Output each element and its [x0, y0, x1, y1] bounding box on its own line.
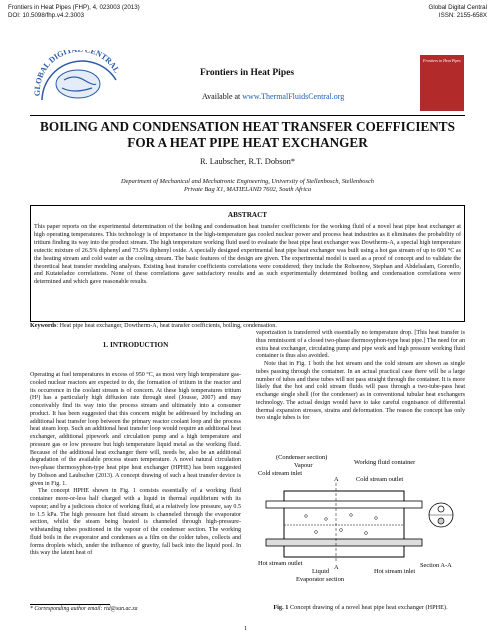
intro-paragraph-1: Operating at fuel temperatures in excess of 950 °C, as most very high temperature gas-cooled nuclear reactors are expected to do, the formation of tritium in the reactor and its occurrence in the coolant stream is of concern. At these high temperatures tritium (H³) has a particularly high diffusion rate through steel (Jousse, 2007) and may conceivably find its way into the process stream and ultimately into a consumer product. It has been suggested that this concern might be addressed by including an additional heat transfer loop between the primary reactor coolant loop and the process heat steam loop. Such an additional heat transfer loop would require an additional heat exchanger, additional pipework and circulation pump and a high temperature and pressure gas or low pressure but high temperature liquid metal as the working fluid. Because of the additional heat exchanger there will, needs be, also be an additional degradation of the available process steam temperature. A novel natural circulation two-phase thermosyphon-type heat pipe heat exchanger (HPHE) has been suggested by Dobson and Laubscher (2013). A concept drawing of such a heat transfer device is given in Fig. 1.: [30, 372, 241, 487]
right-paragraph-2: Note that in Fig. 1 both the hot stream and the cold stream are shown as single tubes passing through the container. In an actual practical case there will be a large number of tubes and these tubes will not pass straight through the container. It is more likely that the hot and cold stream fluids will pass through a two-tube-pass heat exchange single shell (for the condenser) as in conventional tubular heat exchangers technology. The actual design would have to take careful cognisance of differential thermal expansion stresses, strains and deformation. The reason the concept has only two single tubes is for: [256, 361, 465, 422]
title-line-2: FOR A HEAT PIPE HEAT EXCHANGER: [127, 135, 368, 150]
page-number: 1: [244, 625, 248, 632]
bubble: [365, 532, 368, 535]
caption-label: Fig. 1: [273, 604, 289, 611]
authors: R. Laubscher, R.T. Dobson*: [199, 157, 296, 166]
section-hot-tube: [438, 518, 444, 524]
corresponding-author-footnote: * Corresponding author email: rtd@sun.ac.za: [30, 606, 138, 612]
section-cold-tube: [438, 506, 444, 512]
abstract-heading: ABSTRACT: [227, 211, 268, 219]
affiliation-line-2: Private Bag X1, MATIELAND 7602, South Africa: [183, 186, 312, 193]
journal-citation: Frontiers in Heat Pipes (FHP), 4, 023003 (2013): [8, 4, 140, 11]
logo-text: OBAL DIGIT CENTRAL: [34, 50, 122, 85]
paper-title: [30, 119, 465, 151]
banner-divider: [30, 115, 465, 116]
label-evaporator-section: Evaporator section: [296, 576, 345, 583]
publisher-name: Global Digital Central: [428, 4, 487, 11]
footnote-divider: [30, 604, 110, 605]
label-vapour: Vapour: [294, 462, 313, 469]
figure-1-hphe-diagram: [256, 455, 466, 595]
issn-line: ISSN: 2155-658X: [438, 12, 487, 19]
label-section-a-a: Section A-A: [420, 562, 452, 569]
label-liquid: Liquid: [312, 568, 330, 575]
label-working-fluid-container: Working fluid container: [354, 459, 416, 466]
title-line-1: BOILING AND CONDENSATION HEAT TRANSFER COEFFICIENTS: [40, 119, 455, 134]
availability-line: [202, 92, 344, 101]
label-hot-stream-outlet: Hot stream outlet: [258, 560, 303, 567]
journal-url-link[interactable]: www.ThermalFluidsCentral.org: [242, 92, 345, 101]
abstract-text: This paper reports on the experimental determination of the boiling and condensation heat transfer coefficients for the working fluid of a novel heat pipe heat exchanger at high operating temperatures. This technology is of importance in the high-temperature gas cooled nuclear power and process heat industries as it eliminates the probability of tritium finding its way into the product stream. The high temperature working fluid used to evaluate the heat pipe heat exchanger was Dowtherm-A, a special high temperature eutectic mixture of 26.5% diphenyl and 73.5% diphenyl oxide. A specially designed experimental heat pipe heat exchanger was built using a hot gas stream of up to 600 °C as the heating stream and cold water as the cooling stream. The basic features of the design are given. The experimental model is used as a proof of concept and to validate the theoretical heat transfer modeling analyses. Existing heat transfer coefficients correlations were considered; they include the Rohsenow, Stephan and Abdelsalam, Gorenflo, and Kutateladze correlations. None of these correlations gave satisfactory results and as such experimentally determined boiling and condensation correlations were determined and which gave reasonable results.: [34, 224, 461, 286]
label-cold-stream-inlet: Cold stream inlet: [258, 470, 303, 477]
journal-cover-thumbnail: [420, 55, 464, 111]
keywords-label: Keywords: [30, 323, 57, 329]
hot-stream-tube: [266, 539, 422, 546]
cover-title: Frontiers in Heat Pipes: [423, 58, 461, 63]
journal-title: Frontiers in Heat Pipes: [200, 68, 295, 78]
droplet: [375, 517, 378, 520]
left-column-text: [30, 372, 241, 558]
available-prefix: Available at: [202, 92, 243, 101]
bubble: [340, 529, 343, 532]
bubble: [315, 531, 318, 534]
figure-1-caption: [256, 604, 465, 612]
label-hot-stream-inlet: Hot stream inlet: [374, 568, 416, 575]
affiliation: [40, 178, 455, 194]
global-digital-central-logo: [34, 50, 124, 110]
label-condenser-section: (Condenser section): [276, 455, 328, 461]
section-heading-introduction: 1. INTRODUCTION: [102, 340, 169, 349]
cold-stream-tube: [266, 501, 422, 508]
right-column-text: [256, 330, 465, 423]
droplet: [350, 514, 353, 517]
droplet: [305, 515, 308, 518]
label-a-top: A: [334, 476, 339, 483]
caption-text: Concept drawing of a novel heat pipe heat exchanger (HPHE).: [288, 604, 448, 611]
affiliation-line-1: Department of Mechanical and Mechatronic Engineering, University of Stellenbosch, Stellenbosch: [120, 178, 375, 185]
droplet: [325, 518, 328, 521]
keywords: [30, 322, 465, 330]
label-a-bottom: A: [334, 564, 339, 571]
right-paragraph-1: vaporization is transferred with essentially no temperature drop. [This heat transfer is thus reminiscent of a closed two-phase thermosyphon-type heat pipe.] The need for an extra heat exchanger, circulating pump and pipe work and high pressure working fluid container is thus also avoided.: [256, 330, 465, 360]
label-cold-stream-outlet: Cold stream outlet: [356, 476, 404, 483]
intro-paragraph-2: The concept HPHE shown in Fig. 1 consists essentially of a working fluid container more-or-less half charged with a liquid in thermal equilibrium with its vapour; and by a judicious choice of working fluid, at a relatively low pressure, say 0.5 to 1.5 kPa. The high pressure hot fluid stream is channeled through the evaporator section, whilst the steam being heated is channeled through high-pressure-withstanding tubes positioned in the vapour of the condenser section. The working fluid boils in the evaporator and condenses as a film on the colder tubes, collects and forms droplets which, under the influence of gravity, fall back into the liquid pool. In this way the latent heat of: [30, 488, 241, 557]
keywords-text: : Heat pipe heat exchanger, Dowtherm-A, heat transfer coefficients, boiling, condensation.: [56, 323, 277, 329]
doi-line: DOI: 10.5098/fhp.v4.2.3003: [8, 12, 85, 19]
